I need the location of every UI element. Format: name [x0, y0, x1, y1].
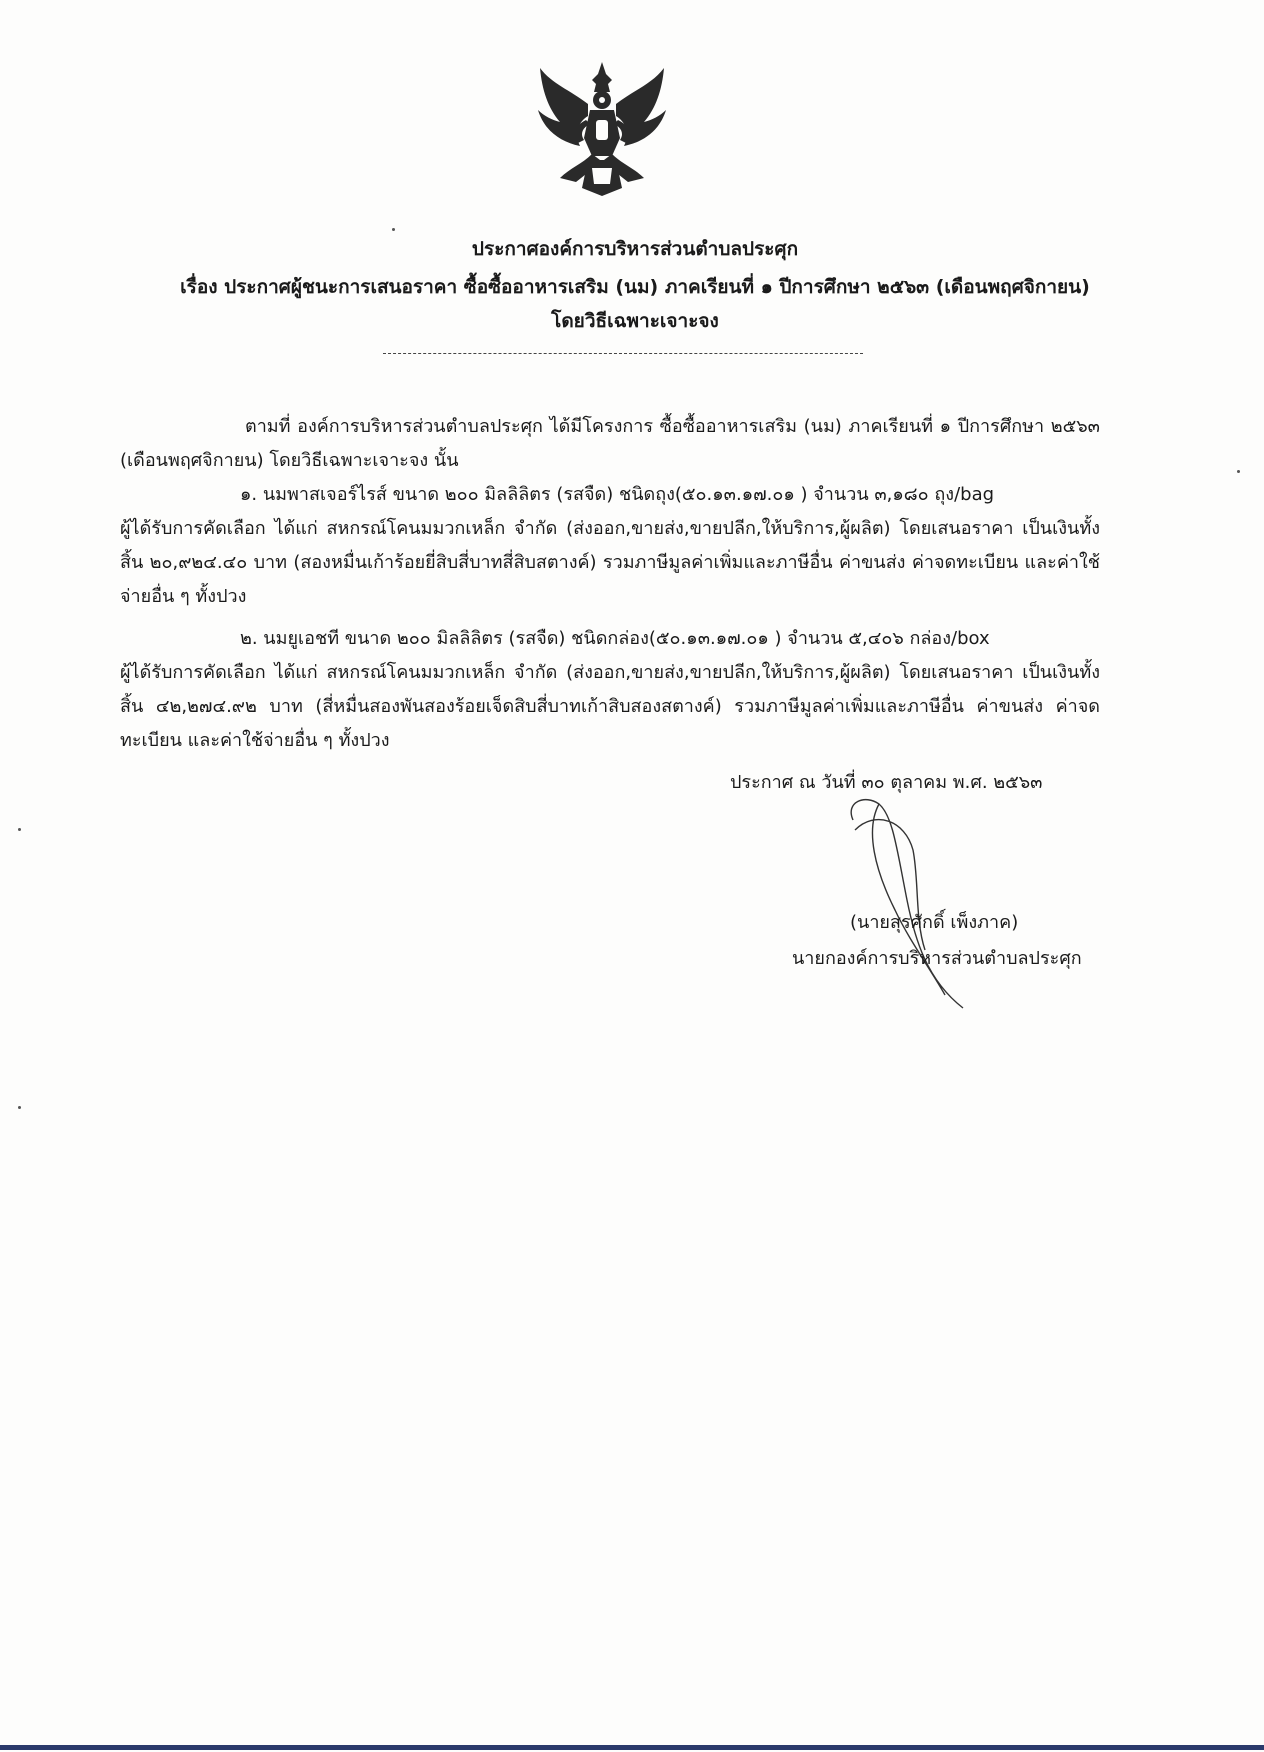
item-detail: ผู้ได้รับการคัดเลือก ได้แก่ สหกรณ์โคนมมวกเหล็ก จำกัด (ส่งออก,ขายส่ง,ขายปลีก,ให้บริการ,ผู้ผลิต) โดยเสนอราคา เป็นเงินทั้งสิ้น ๔๒,๒๗๔.๙๒ บาท (สี่หมื่นสองพันสองร้อยเจ็ดสิบสี่บาทเก้าสิบสองสตางค์) รวมภาษีมูลค่าเพิ่มและภาษีอื่น ค่าขนส่ง ค่าจดทะเบียน และค่าใช้จ่ายอื่น ๆ ทั้งปวง — [120, 662, 1100, 751]
header-divider — [383, 353, 863, 354]
list-item — [120, 622, 1100, 758]
item-lead: ๒. นมยูเอชที ขนาด ๒๐๐ มิลลิลิตร (รสจืด) ชนิดกล่อง(๕๐.๑๓.๑๗.๐๑ ) จำนวน ๕,๔๐๖ กล่อง/box — [240, 628, 990, 649]
scan-edge — [0, 1745, 1264, 1750]
intro-paragraph: ตามที่ องค์การบริหารส่วนตำบลประศุก ได้มีโครงการ ซื้อซื้ออาหารเสริม (นม) ภาคเรียนที่ ๑ ปีการศึกษา ๒๕๖๓ (เดือนพฤศจิกายน) โดยวิธีเฉพาะเจาะจง นั้น — [120, 416, 1100, 471]
item-lead: ๑. นมพาสเจอร์ไรส์ ขนาด ๒๐๐ มิลลิลิตร (รสจืด) ชนิดถุง(๕๐.๑๓.๑๗.๐๑ ) จำนวน ๓,๑๘๐ ถุง/bag — [240, 484, 995, 505]
scan-speck — [18, 1106, 21, 1109]
signer-name: (นายสุรศักดิ์ เพ็งภาค) — [850, 912, 1019, 933]
announcement-subject: เรื่อง ประกาศผู้ชนะการเสนอราคา ซื้อซื้ออาหารเสริม (นม) ภาคเรียนที่ ๑ ปีการศึกษา ๒๕๖๓ (เดือนพฤศจิกายน) — [180, 276, 1090, 298]
announcement-date: ประกาศ ณ วันที่ ๓๐ ตุลาคม พ.ศ. ๒๕๖๓ — [730, 772, 1043, 793]
announcement-title: ประกาศองค์การบริหารส่วนตำบลประศุก — [471, 238, 799, 260]
item-detail: ผู้ได้รับการคัดเลือก ได้แก่ สหกรณ์โคนมมวกเหล็ก จำกัด (ส่งออก,ขายส่ง,ขายปลีก,ให้บริการ,ผู้ผลิต) โดยเสนอราคา เป็นเงินทั้งสิ้น ๒๐,๙๒๔.๔๐ บาท (สองหมื่นเก้าร้อยยี่สิบสี่บาทสี่สิบสตางค์) รวมภาษีมูลค่าเพิ่มและภาษีอื่น ค่าขนส่ง ค่าจดทะเบียน และค่าใช้จ่ายอื่น ๆ ทั้งปวง — [120, 518, 1100, 607]
scan-speck — [1237, 470, 1240, 473]
signature-icon — [835, 790, 975, 1020]
scan-speck — [392, 228, 395, 231]
procurement-method: โดยวิธีเฉพาะเจาะจง — [551, 310, 719, 332]
list-item — [120, 478, 1100, 614]
signer-position: นายกองค์การบริหารส่วนตำบลประศุก — [792, 948, 1082, 969]
scan-speck — [18, 828, 21, 831]
garuda-emblem-icon — [530, 60, 675, 200]
